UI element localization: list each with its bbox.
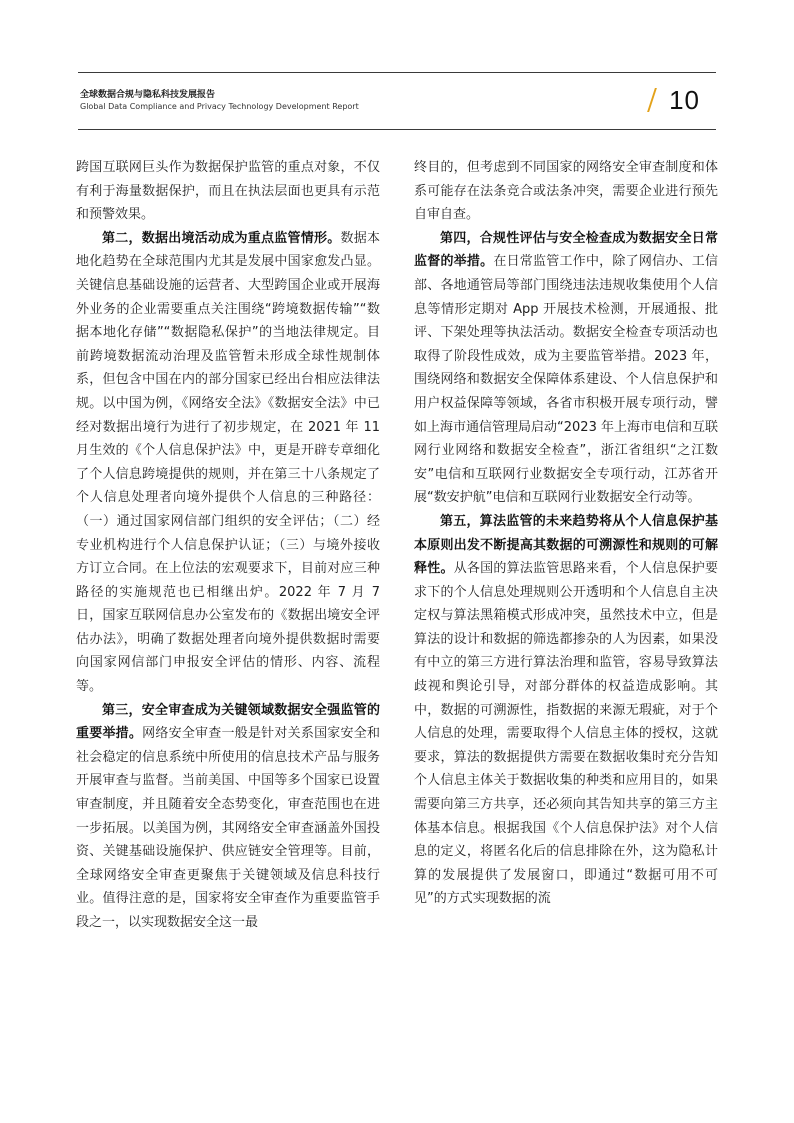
report-title-en: Global Data Compliance and Privacy Technology Development Report — [80, 102, 359, 111]
paragraph — [76, 227, 380, 699]
page-header — [78, 72, 716, 130]
paragraph-lead: 第二，数据出境活动成为重点监管情形。 — [102, 230, 341, 246]
paragraph — [414, 510, 718, 911]
paragraph-text: 从各国的算法监管思路来看，个人信息保护要求下的个人信息处理规则公开透明和个人信息自主决定权与算法黑箱模式形成冲突，虽然技术中立，但是算法的设计和数据的筛选都掺杂的人为因素，如果没有中立的第三方进行算法治理和监管，容易导致算法歧视和舆论引导，对部分群体的权益造成影响。其中，数据的可溯源性，指数据的来源无瑕疵，对于个人信息的处理，需要取得个人信息主体的授权，这就要求，算法的数据提供方需要在数据收集时充分告知个人信息主体关于数据收集的种类和应用目的，如果需要向第三方共享，还必须向其告知共享的第三方主体基本信息。根据我国《个人信息保护法》对个人信息的定义，将匿名化后的信息排除在外，这为隐私计算的发展提供了发展窗口，即通过“数据可用不可见”的方式实现数据的流 — [414, 561, 718, 907]
paragraph-text: 数据本地化趋势在全球范围内尤其是发展中国家愈发凸显。关键信息基础设施的运营者、大型跨国企业或开展海外业务的企业需要重点关注围绕“跨境数据传输”“数据本地化存储”“数据隐私保护”的当地法律规定。目前跨境数据流动治理及监管暂未形成全球性规制体系，但包含中国在内的部分国家已经出台相应法律法规。以中国为例，《网络安全法》《数据安全法》中已经对数据出境行为进行了初步规定，在 2021 年 11 月生效的《个人信息保护法》中，更是开辟专章细化了个人信息跨境提供的规则，并在第三十八条规定了个人信息处理者向境外提供个人信息的三种路径：（一）通过国家网信部门组织的安全评估；（二）经专业机构进行个人信息保护认证；（三）与境外接收方订立合同。在上位法的宏观要求下，目前对应三种路径的实施规范也已相继出炉。2022 年 7 月 7 日，国家互联网信息办公室发布的《数据出境安全评估办法》，明确了数据处理者向境外提供数据时需要向国家网信部门申报安全评估的情形、内容、流程等。 — [76, 230, 380, 695]
report-title-cn: 全球数据合规与隐私科技发展报告 — [80, 90, 216, 100]
page-number-block — [651, 85, 700, 115]
left-column — [76, 156, 380, 935]
paragraph — [76, 699, 380, 935]
paragraph-lead: 第五，算法监管的未来趋势将从个人信息保护基本原则出发不断提高其数据的可溯源性和规则的可解释性。 — [414, 513, 718, 577]
paragraph-lead: 第四，合规性评估与安全检查成为数据安全日常监督的举措。 — [414, 230, 718, 270]
paragraph — [76, 156, 380, 227]
paragraph-text: 终目的，但考虑到不同国家的网络安全审查制度和体系可能存在法条竞合或法条冲突，需要企业进行预先自审自查。 — [414, 160, 718, 223]
paragraph-text: 跨国互联网巨头作为数据保护监管的重点对象，不仅有利于海量数据保护，而且在执法层面也更具有示范和预警效果。 — [76, 160, 380, 223]
header-titles — [80, 89, 359, 113]
paragraph — [414, 227, 718, 510]
paragraph — [414, 156, 718, 227]
paragraph-text: 在日常监管工作中，除了网信办、工信部、各地通管局等部门围绕违法违规收集使用个人信息等情形定期对 App 开展技术检测，开展通报、批评、下架处理等执法活动。数据安全检查专项活动也取得了阶段性成效，成为主要监管举措。2023 年，围绕网络和数据安全保障体系建设、个人信息保护和用户权益保障等领域，各省市积极开展专项行动，譬如上海市通信管理局启动“2023 年上海市电信和互联网行业网络和数据安全检查”，浙江省组织“之江数安”电信和互联网行业数据安全专项行动，江苏省开展“数安护航”电信和互联网行业数据安全行动等。 — [414, 254, 718, 506]
accent-slash-icon — [647, 88, 657, 112]
paragraph-text: 网络安全审查一般是针对关系国家安全和社会稳定的信息系统中所使用的信息技术产品与服务开展审查与监督。当前美国、中国等多个国家已设置审查制度，并且随着安全态势变化，审查范围也在进一步拓展。以美国为例，其网络安全审查涵盖外国投资、关键基础设施保护、供应链安全管理等。目前，全球网络安全审查更聚焦于关键领域及信息科技行业。值得注意的是，国家将安全审查作为重要监管手段之一，以实现数据安全这一最 — [76, 726, 380, 930]
paragraph-lead: 第三，安全审查成为关键领域数据安全强监管的重要举措。 — [76, 702, 380, 742]
page-number: 10 — [669, 84, 700, 115]
right-column — [414, 156, 718, 911]
